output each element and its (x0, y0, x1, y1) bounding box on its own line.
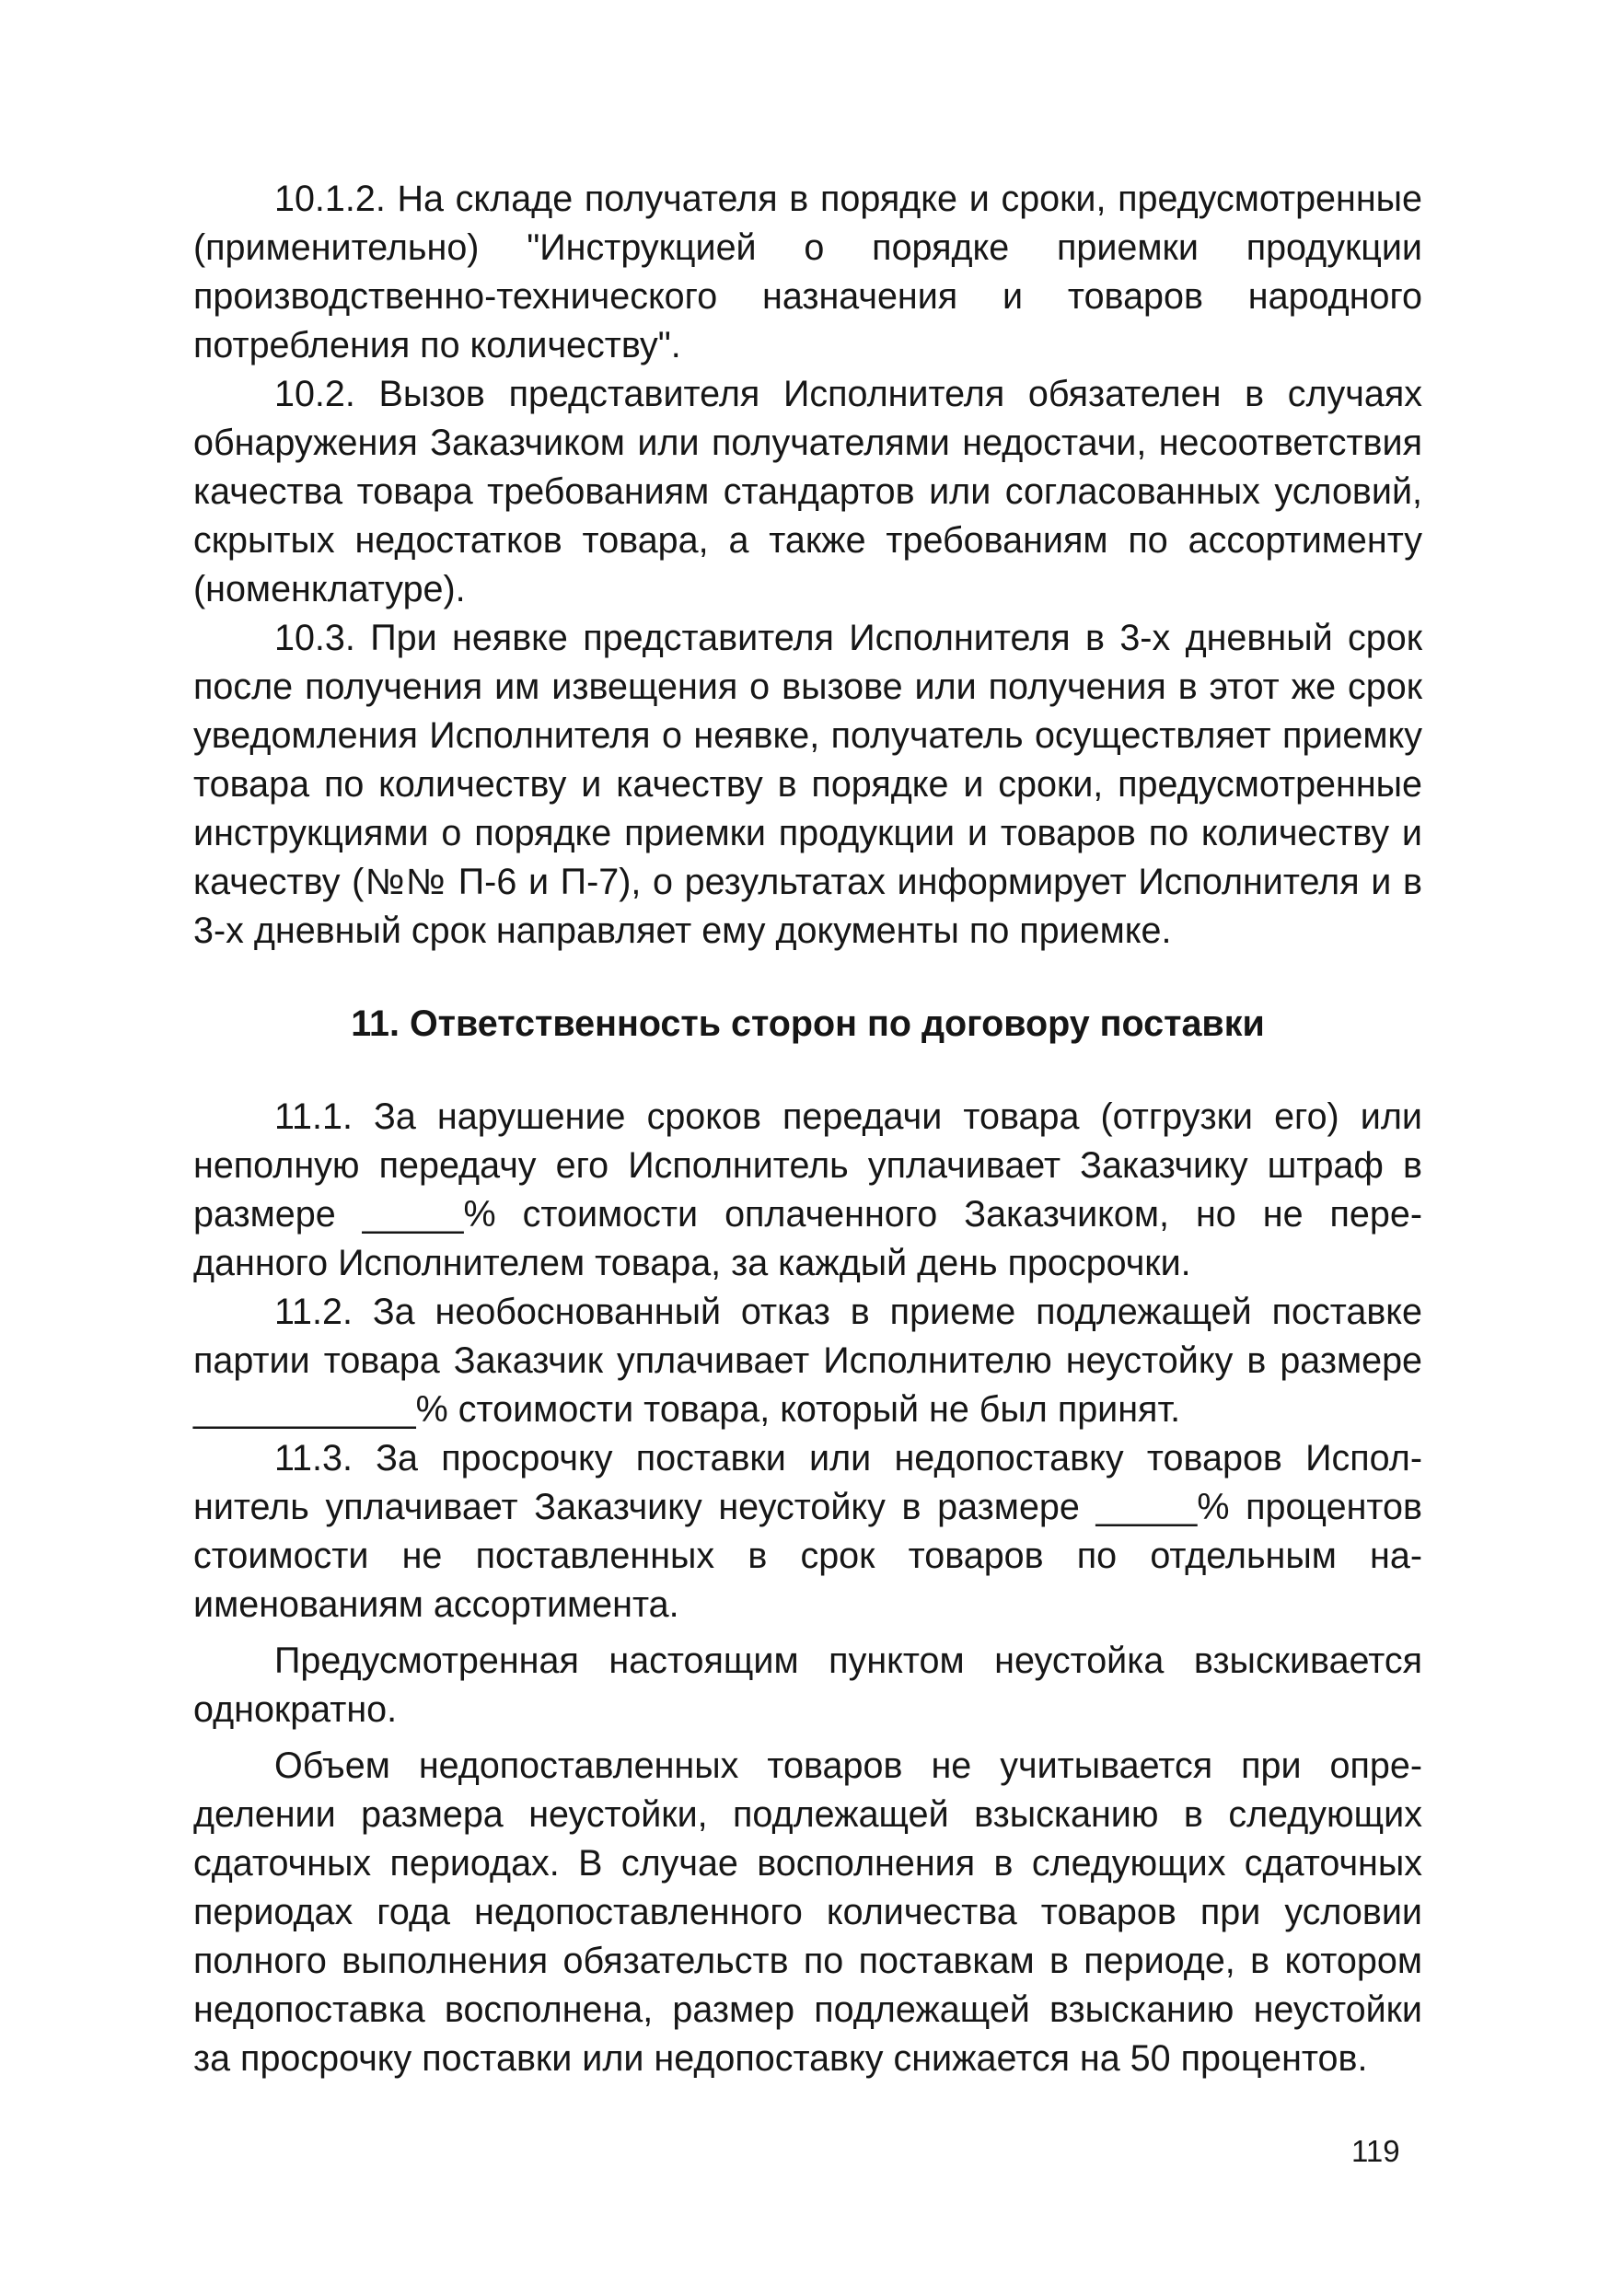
document-page (193, 175, 1422, 2083)
paragraph-11-1: 11.1. За нарушение сроков передачи товара (отгрузки его) или неполную передачу его Исполнитель уплачивает Заказчику штраф в размере _____% стоимости оплаченного Заказчиком, но не переданного Исполнителем товара, за каждый день просрочки. (193, 1096, 1422, 1283)
section-heading-11: 11. Ответственность сторон по договору поставки (351, 1003, 1265, 1044)
paragraph-10-2: 10.2. Вызов представителя Исполнителя обязателен в случаях обнаружения Заказчиком или получателями недостачи, несоответствия качества товара требованиям стандартов или согласованных условий, скрытых недостатков товара, а также требованиям по ассортименту (номенклатуре). (193, 374, 1422, 609)
paragraph-undelivered-volume: Объем недопоставленных товаров не учитывается при определении размера неустойки, подлежащей взысканию в следующих сдаточных периодах. В случае восполнения в следующих сдаточных периодах года недопоставленного количества товаров при условии полного выполнения обязательств по поставкам в периоде, в котором недопоставка восполнена, размер подлежащей взысканию неустойки за просрочку поставки или недопоставку снижается на 50 процентов. (193, 1745, 1422, 2079)
paragraph-11-2: 11.2. За необоснованный отказ в приеме подлежащей поставке партии товара Заказчик уплачивает Исполнителю неустойку в размере ___________% стоимости товара, который не был принят. (193, 1292, 1422, 1430)
paragraph-penalty-once: Предусмотренная настоящим пунктом неустойка взыскивается однократно. (193, 1641, 1422, 1730)
page-number: 119 (1351, 2134, 1400, 2168)
paragraph-10-3: 10.3. При неявке представителя Исполнителя в 3-х дневный срок после получения им извещения о вызове или получения в этот же срок уведомления Исполнителя о неявке, получатель осуществляет приемку товара по количеству и качеству в порядке и сроки, предусмотренные инструкциями о порядке приемки продукции и товаров по количеству и качеству (№№ П-6 и П-7), о результатах информирует Исполнителя и в 3-х дневный срок направляет ему документы по приемке. (193, 618, 1422, 951)
paragraph-10-1-2: 10.1.2. На складе получателя в порядке и сроки, предусмотренные (применительно) "Инструкцией о порядке приемки продукции производственно-технического назначения и товаров народного потребления по количеству". (193, 179, 1422, 365)
paragraph-11-3: 11.3. За просрочку поставки или недопоставку товаров Исполнитель уплачивает Заказчику неустойку в размере _____% процентов стоимости не поставленных в срок товаров по отдельным наименованиям ассортимента. (193, 1438, 1422, 1625)
